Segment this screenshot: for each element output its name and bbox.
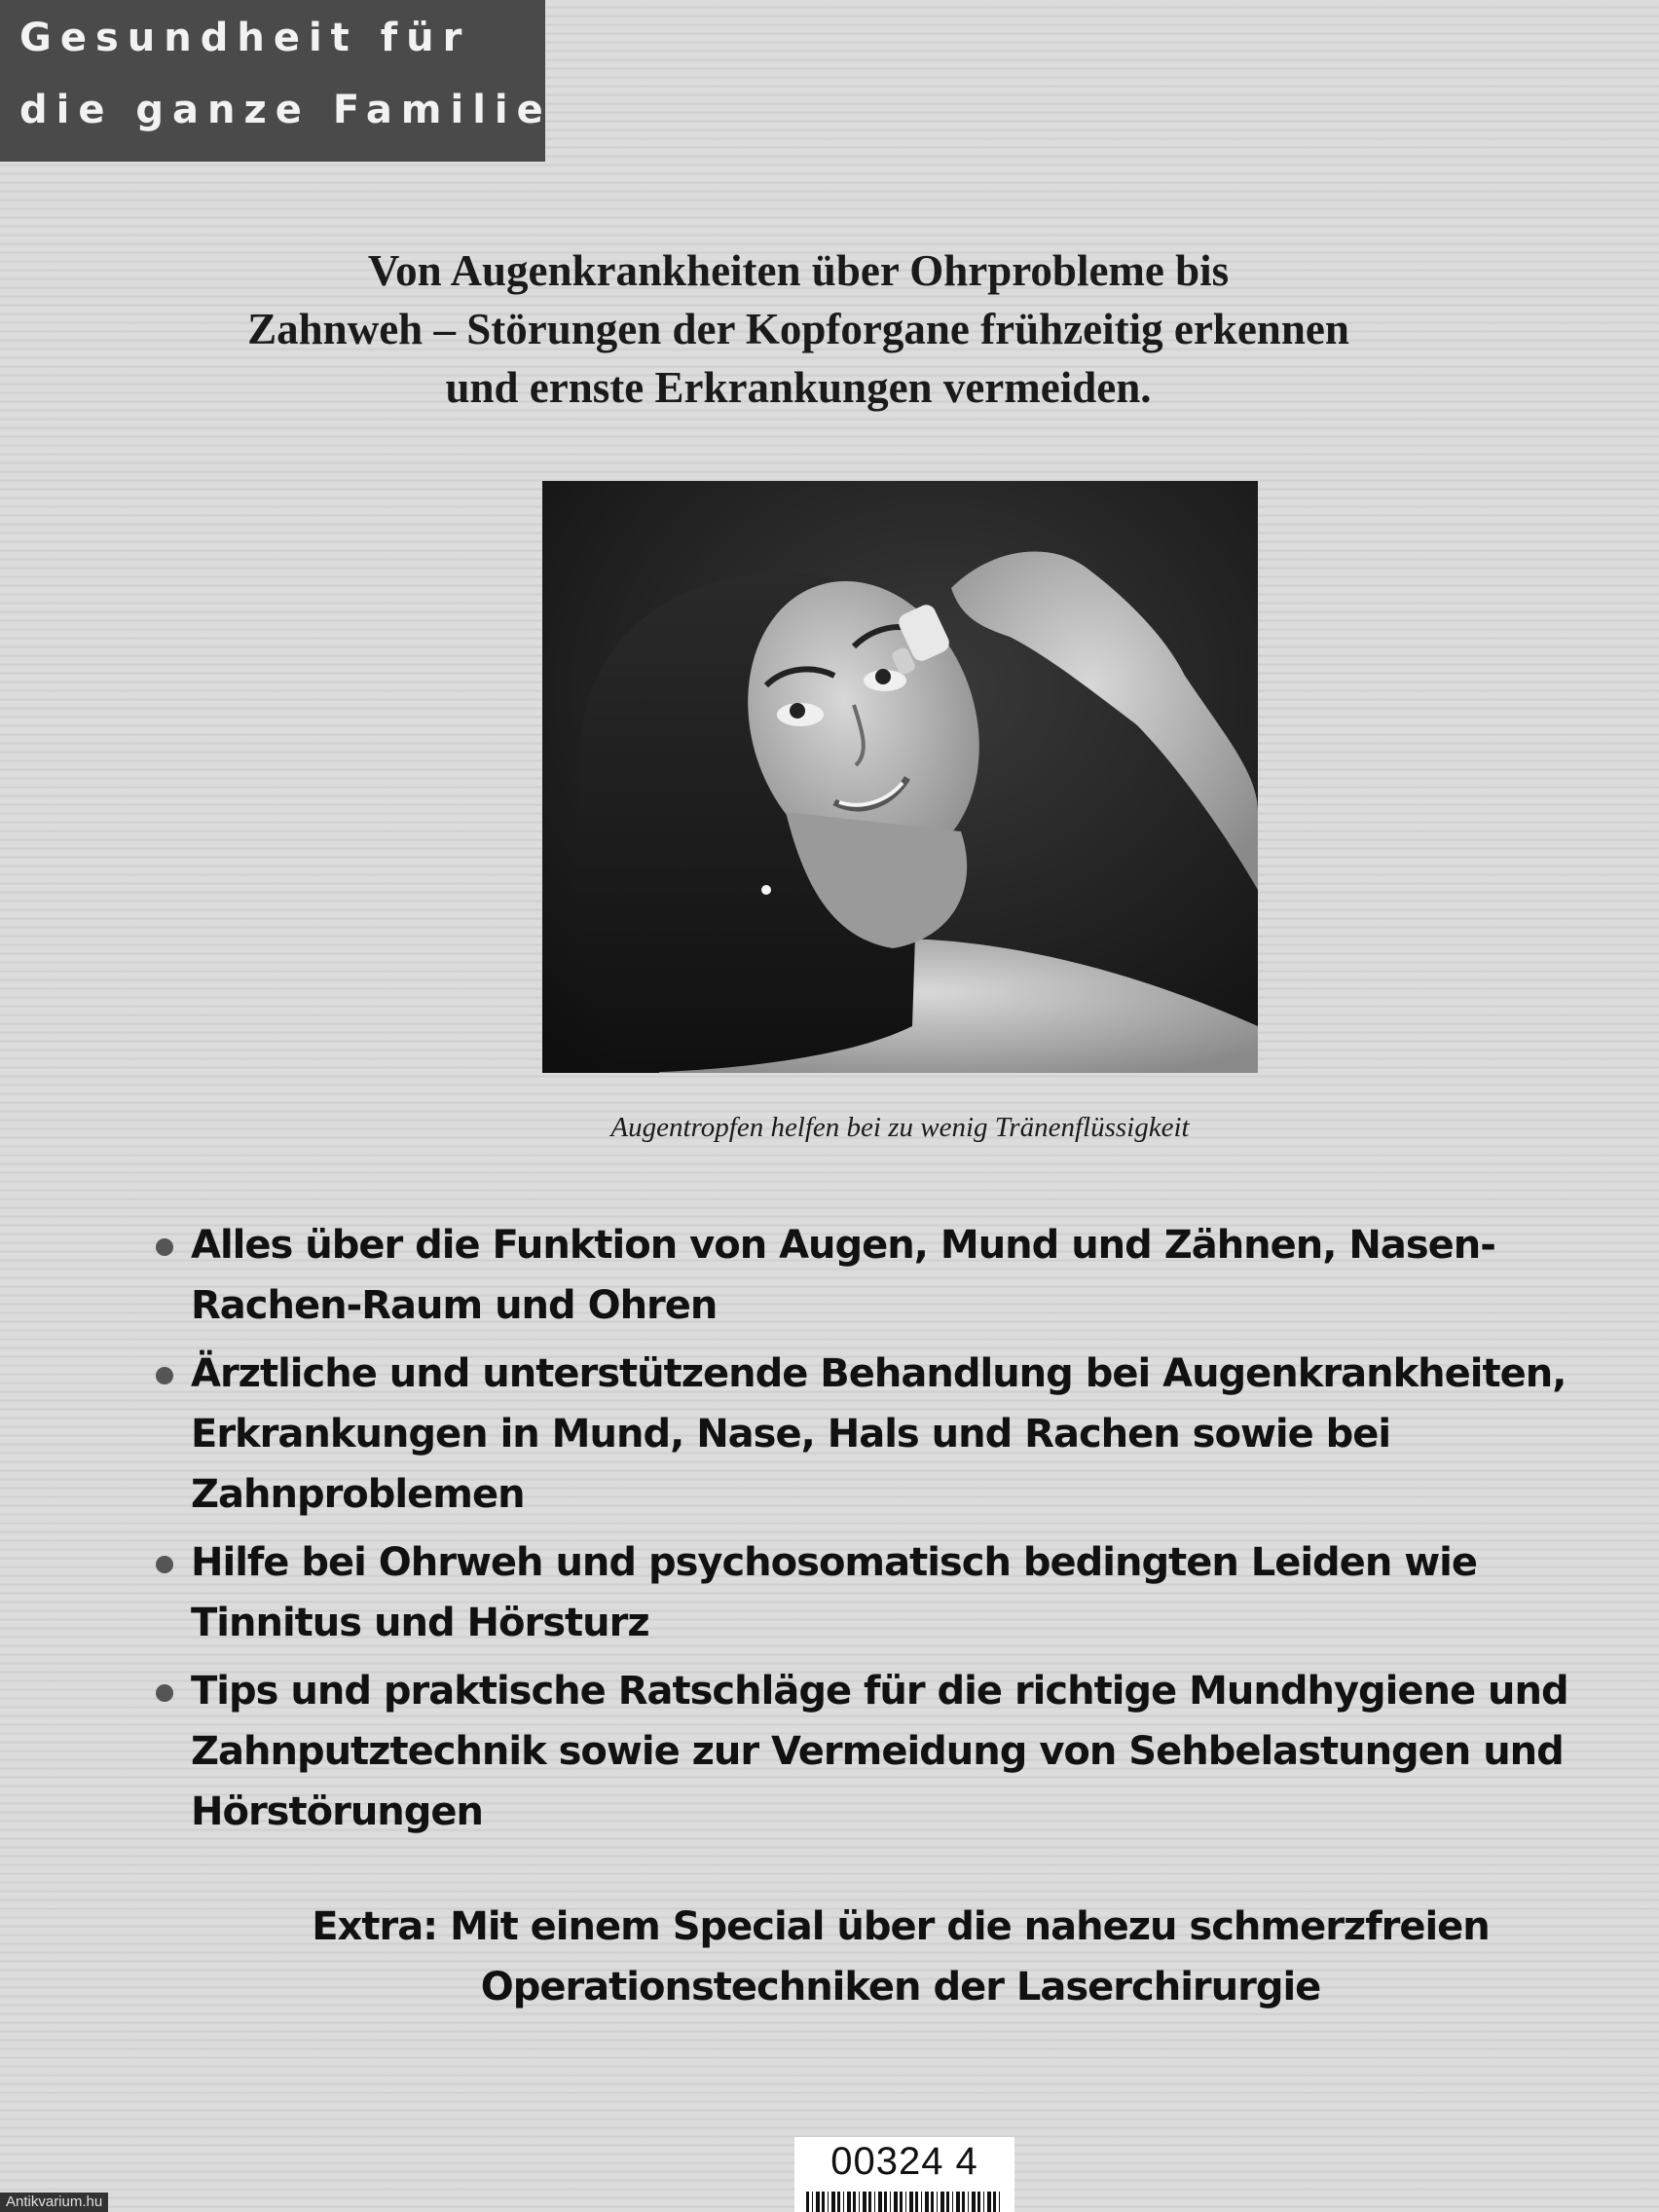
barcode-number: 00324 4	[830, 2140, 978, 2183]
series-title-line-2: die ganze Familie	[19, 88, 552, 132]
bullet-icon	[156, 1684, 173, 1702]
headline-line-1: Von Augenkrankheiten über Ohrprobleme bis	[367, 246, 1230, 295]
list-item-line: Erkrankungen in Mund, Nase, Hals und Rachen sowie bei	[191, 1412, 1391, 1456]
feature-list	[154, 1215, 1585, 1850]
list-item	[154, 1661, 1585, 1842]
list-item-line: Rachen-Raum und Ohren	[191, 1283, 718, 1328]
barcode-label	[794, 2137, 1014, 2212]
list-item-line: Alles über die Funktion von Augen, Mund und Zähnen, Nasen-	[191, 1223, 1495, 1268]
watermark: Antikvarium.hu	[0, 2193, 108, 2212]
headline-line-2: Zahnweh – Störungen der Kopforgane frühzeitig erkennen	[247, 305, 1349, 353]
photo-eye-drops	[542, 481, 1258, 1073]
list-item-line: Ärztliche und unterstützende Behandlung bei Augenkrankheiten,	[191, 1351, 1567, 1396]
list-item	[154, 1344, 1585, 1525]
photo-caption: Augentropfen helfen bei zu wenig Tränenflüssigkeit	[610, 1112, 1190, 1143]
bullet-icon	[156, 1556, 173, 1573]
bullet-icon	[156, 1367, 173, 1384]
list-item	[154, 1532, 1585, 1653]
series-title-line-1: Gesundheit für	[19, 16, 471, 60]
list-item-line: Hilfe bei Ohrweh und psychosomatisch bedingten Leiden wie	[191, 1540, 1478, 1585]
headline-line-3: und ernste Erkrankungen vermeiden.	[445, 363, 1152, 412]
barcode-bars-icon	[806, 2192, 1001, 2212]
list-item-line: Zahnputztechnik sowie zur Vermeidung von Sehbelastungen und	[191, 1729, 1564, 1774]
list-item-line: Tinnitus und Hörsturz	[191, 1601, 649, 1645]
list-item	[154, 1215, 1585, 1336]
extra-note	[175, 1897, 1626, 2017]
series-banner	[0, 0, 552, 162]
list-item-line: Hörstörungen	[191, 1789, 484, 1834]
headline	[195, 241, 1402, 417]
photo-illustration	[542, 481, 1258, 1073]
bullet-icon	[156, 1238, 173, 1256]
extra-note-line-2: Operationstechniken der Laserchirurgie	[480, 1965, 1321, 2009]
list-item-line: Zahnproblemen	[191, 1472, 525, 1517]
extra-note-line-1: Extra: Mit einem Special über die nahezu schmerzfreien	[312, 1904, 1490, 1949]
list-item-line: Tips und praktische Ratschläge für die richtige Mundhygiene und	[191, 1669, 1568, 1714]
